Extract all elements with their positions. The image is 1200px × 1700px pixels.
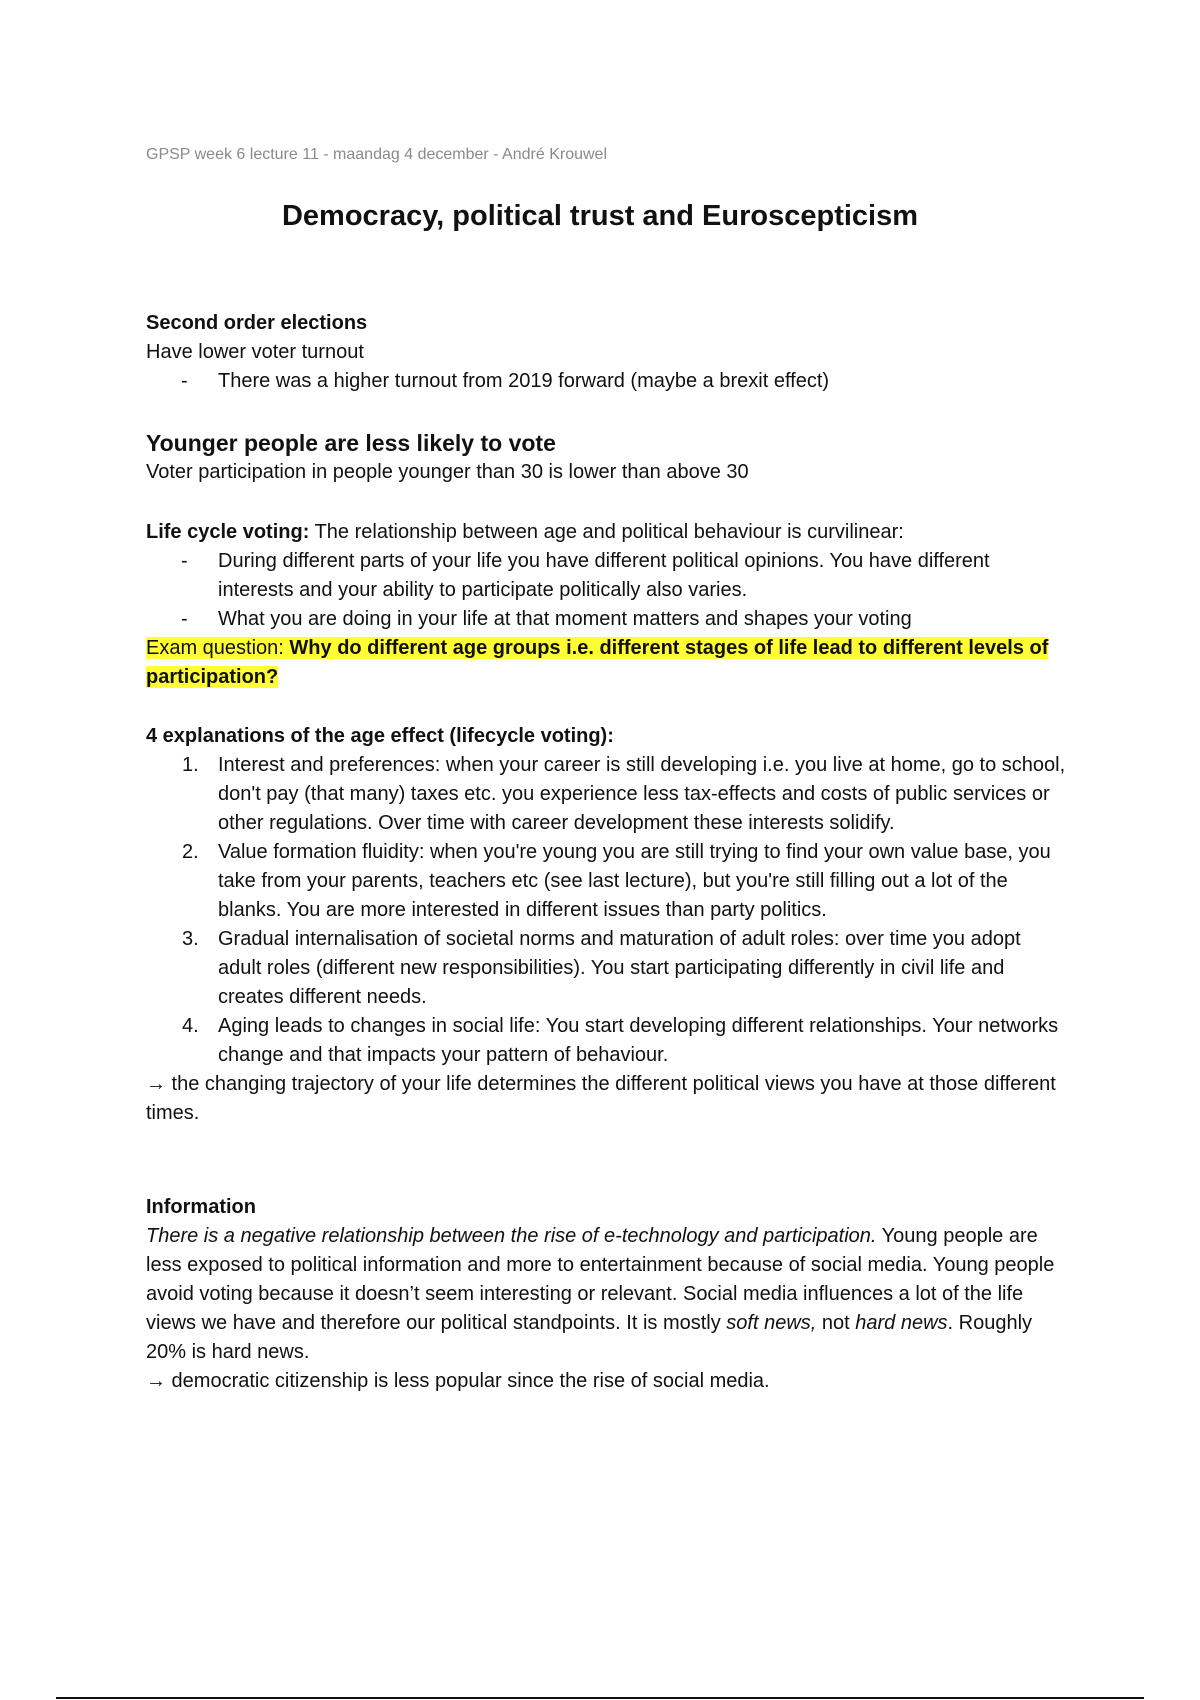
section-heading: Second order elections [146,312,368,334]
dash-bullet: - [181,370,188,392]
page-bottom-divider [56,1697,1144,1699]
exam-question [146,634,1066,692]
section-heading: Information [146,1196,256,1218]
list-item: - During different parts of your life you have different political opinions. You have different interests and your ability to participate politically also varies. [146,547,1066,605]
bullet-list [146,367,1066,396]
list-item: 2. Value formation fluidity: when you're young you are still trying to find your own value base, you take from your parents, teachers etc (see last lecture), but you're still filling out a lot of the blanks. You are more interested in different issues than party politics. [182,841,1051,921]
information-conclusion: → democratic citizenship is less popular since the rise of social media. [146,1370,770,1392]
lifecycle-paragraph: Life cycle voting: The relationship between age and political behaviour is curvilinear: [146,521,904,543]
exam-label: Exam question: [146,637,290,659]
lecture-meta: GPSP week 6 lecture 11 - maandag 4 december - André Krouwel [146,146,607,163]
dash-bullet: - [181,550,188,572]
section-heading: Younger people are less likely to vote [146,430,556,456]
section-explanations [146,722,1066,1128]
list-item: 3. Gradual internalisation of societal norms and maturation of adult roles: over time you adopt adult roles (different new responsibilities). You start participating differently in civil life and creates different needs. [182,928,1021,1008]
section-information [146,1193,1066,1396]
section-second-order [146,309,1066,396]
list-item: 4. Aging leads to changes in social life: You start developing different relationships. Your networks change and that impacts your pattern of behaviour. [182,1015,1059,1066]
dash-bullet: - [181,608,188,630]
list-item: 1. Interest and preferences: when your career is still developing i.e. you live at home, go to school, don't pay (that many) taxes etc. you experience less tax-effects and costs of public services or other regulations. Over time with career development these interests solidify. [182,754,1066,834]
explanations-conclusion: → the changing trajectory of your life determines the different political views you have at those different times. [146,1073,1056,1124]
page-title: Democracy, political trust and Euroscepticism [281,200,919,232]
section-younger-people [146,429,1066,487]
section-lifecycle-voting [146,518,1066,692]
information-paragraph: There is a negative relationship between the rise of e-technology and participation. Young people are less exposed to political information and more to entertainment because of social media. Young people avoid voting because it doesn’t seem interesting or relevant. Social media influences a lot of the life views we have and therefore our political standpoints. It is mostly soft news, not hard news. Roughly 20% is hard news. [146,1225,1055,1363]
section-text: Voter participation in people younger than 30 is lower than above 30 [146,461,749,483]
exam-question-text: Why do different age groups i.e. different stages of life lead to different levels of participation? [146,637,1049,688]
section-text: Have lower voter turnout [146,341,364,363]
numbered-list [146,751,1066,1070]
section-heading: 4 explanations of the age effect (lifecycle voting): [146,725,614,747]
bullet-list [146,547,1066,634]
list-item: - There was a higher turnout from 2019 forward (maybe a brexit effect) [146,367,1066,396]
lifecycle-label: Life cycle voting: [146,521,310,543]
list-item: - What you are doing in your life at that moment matters and shapes your voting [146,605,1066,634]
